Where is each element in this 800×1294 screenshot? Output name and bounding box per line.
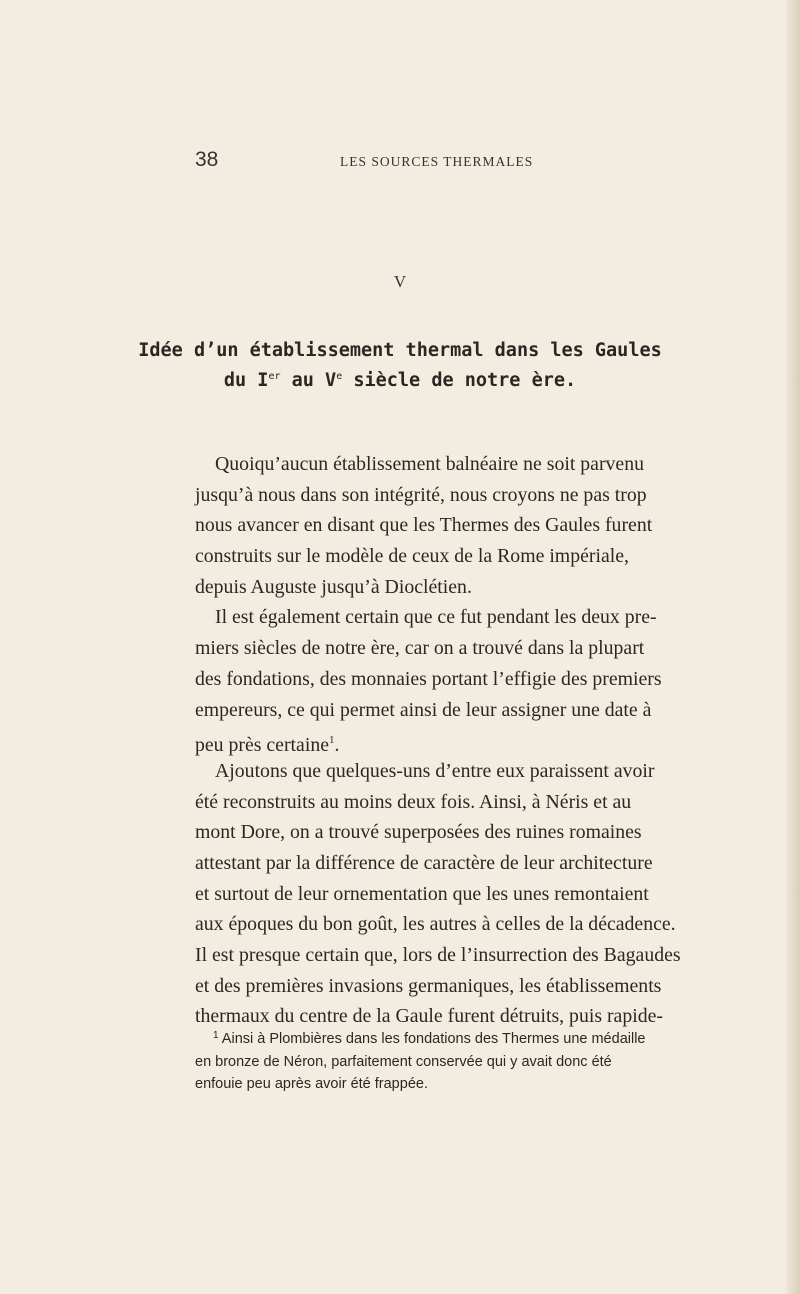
text-fragment: . bbox=[334, 734, 340, 757]
page-number: 38 bbox=[195, 148, 219, 171]
footnote-line: enfouie peu après avoir été frappée. bbox=[195, 1076, 428, 1092]
text-line: aux époques du bon goût, les autres à celles de la décadence. bbox=[195, 913, 676, 936]
text-line: miers siècles de notre ère, car on a trouvé dans la plupart bbox=[195, 637, 645, 660]
text-line: et des premières invasions germaniques, les établissements bbox=[195, 974, 662, 997]
text-line: mont Dore, on a trouvé superposées des ruines romaines bbox=[195, 821, 642, 844]
body-text bbox=[195, 449, 785, 1032]
text-line: et surtout de leur ornementation que les unes remontaient bbox=[195, 882, 649, 905]
page-header bbox=[195, 148, 695, 178]
footnote-line bbox=[195, 1025, 795, 1051]
chapter-number: V bbox=[393, 272, 407, 291]
text-line: Il est presque certain que, lors de l’insurrection des Bagaudes bbox=[195, 944, 681, 966]
title-part: au V bbox=[280, 370, 337, 391]
page-edge bbox=[786, 0, 800, 1294]
text-line: des fondations, des monnaies portant l’effigie des premiers bbox=[195, 667, 662, 690]
title-part: du I bbox=[223, 370, 269, 391]
text-line: Ajoutons que quelques-uns d’entre eux paraissent avoir bbox=[215, 759, 655, 782]
footnote-reference[interactable]: 1 bbox=[329, 734, 335, 747]
text-line: thermaux du centre de la Gaule furent détruits, puis rapide- bbox=[195, 1005, 663, 1028]
footnote-line: en bronze de Néron, parfaitement conservée qui y avait donc été bbox=[195, 1053, 612, 1070]
text-line: été reconstruits au moins deux fois. Ainsi, à Néris et au bbox=[195, 790, 632, 813]
text-line: jusqu’à nous dans son intégrité, nous croyons ne pas trop bbox=[195, 483, 647, 506]
footnote-text: Ainsi à Plombières dans les fondations des Thermes une médaille bbox=[221, 1031, 646, 1047]
title-part: siècle de notre ère. bbox=[342, 370, 577, 391]
title-superscript: er bbox=[268, 371, 281, 382]
running-title: LES SOURCES THERMALES bbox=[340, 154, 534, 169]
footnote bbox=[195, 1025, 795, 1096]
text-line: Quoiqu’aucun établissement balnéaire ne soit parvenu bbox=[215, 453, 644, 475]
text-line: attestant par la différence de caractère de leur architecture bbox=[195, 851, 653, 874]
text-line bbox=[195, 725, 785, 756]
chapter-title-line1: Idée d’un établissement thermal dans les Gaules bbox=[138, 340, 662, 361]
title-superscript: e bbox=[336, 371, 343, 382]
chapter-title-line2 bbox=[0, 370, 800, 391]
text-line: empereurs, ce qui permet ainsi de leur assigner une date à bbox=[195, 698, 652, 721]
footnote-mark: 1 bbox=[213, 1030, 219, 1041]
text-line: depuis Auguste jusqu’à Dioclétien. bbox=[195, 575, 472, 598]
text-line: nous avancer en disant que les Thermes des Gaules furent bbox=[195, 514, 653, 537]
text-fragment: peu près certaine bbox=[195, 734, 329, 757]
text-line: construits sur le modèle de ceux de la Rome impériale, bbox=[195, 545, 629, 568]
text-line: Il est également certain que ce fut pendant les deux pre- bbox=[215, 606, 657, 629]
